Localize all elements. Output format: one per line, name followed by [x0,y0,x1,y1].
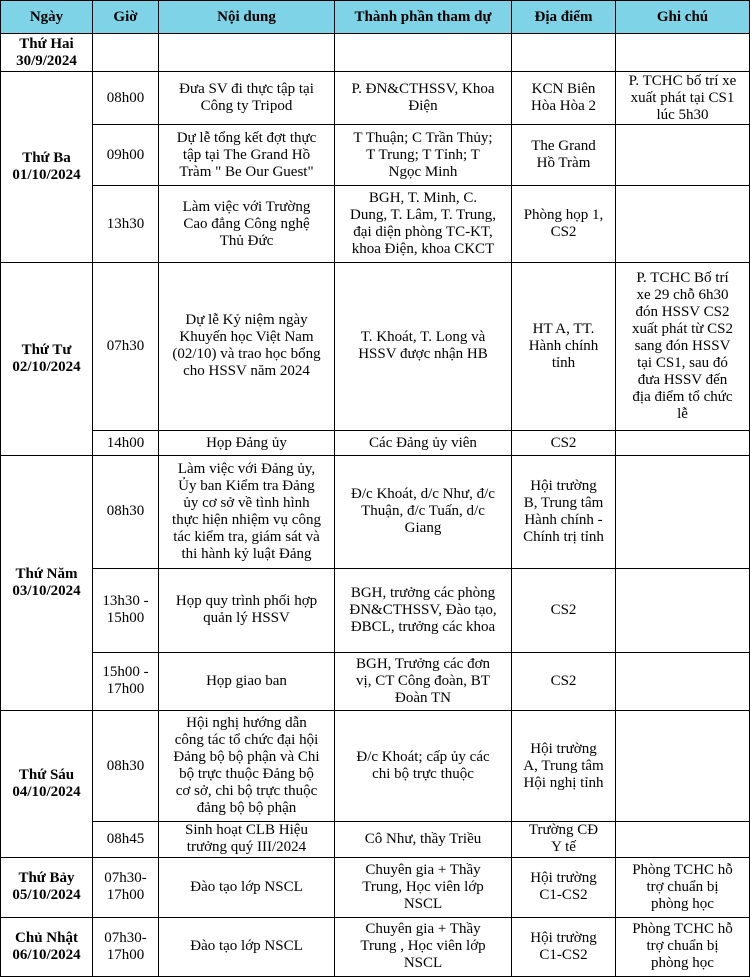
header-time: Giờ [93,1,159,34]
participants-cell: BGH, trưởng các phòng ĐN&CTHSSV, Đào tạo, ĐBCL, trưởng các khoa [335,568,512,652]
time-cell: 07h30- 17h00 [93,917,159,976]
time-cell: 13h30 [93,186,159,262]
content-cell: Họp quy trình phối hợp quản lý HSSV [159,568,335,652]
notes-cell [616,711,750,822]
content-cell: Đào tạo lớp NSCL [159,857,335,917]
participants-cell: Chuyên gia + Thầy Trung, Học viên lớp NSCL [335,857,512,917]
content-cell: Họp Đảng ủy [159,431,335,456]
participants-cell [335,34,512,72]
location-cell: Phòng họp 1, CS2 [512,186,616,262]
participants-cell: T Thuận; C Trần Thủy; T Trung; T Tỉnh; T Ngọc Minh [335,125,512,186]
location-cell: Hội trường B, Trung tâm Hành chính - Chính trị tỉnh [512,456,616,568]
day-cell: Thứ Năm 03/10/2024 [1,456,93,711]
participants-cell: Đ/c Khoát; cấp ủy các chi bộ trực thuộc [335,711,512,822]
time-cell: 15h00 - 17h00 [93,652,159,710]
day-cell: Thứ Tư 02/10/2024 [1,262,93,456]
location-cell: Hội trường C1-CS2 [512,857,616,917]
time-cell: 08h00 [93,72,159,125]
time-cell [93,34,159,72]
table-row [1,431,750,456]
location-cell: Trường CĐ Y tế [512,822,616,857]
participants-cell: Đ/c Khoát, d/c Như, đ/c Thuận, đ/c Tuấn, d/c Giang [335,456,512,568]
day-cell: Thứ Hai 30/9/2024 [1,34,93,72]
header-notes: Ghi chú [616,1,750,34]
header-participants: Thành phần tham dự [335,1,512,34]
location-cell [512,34,616,72]
location-cell: The Grand Hồ Tràm [512,125,616,186]
notes-cell [616,186,750,262]
notes-cell: Phòng TCHC hỗ trợ chuẩn bị phòng học [616,857,750,917]
header-day: Ngày [1,1,93,34]
notes-cell: P. TCHC bố trí xe xuất phát tại CS1 lúc 5h30 [616,72,750,125]
participants-cell: BGH, T. Minh, C. Dung, T. Lâm, T. Trung, đại diện phòng TC-KT, khoa Điện, khoa CKCT [335,186,512,262]
table-row [1,72,750,125]
content-cell: Dự lễ Kỷ niệm ngày Khuyến học Việt Nam (02/10) và trao học bổng cho HSSV năm 2024 [159,262,335,431]
table-row [1,34,750,72]
time-cell: 14h00 [93,431,159,456]
header-row [1,1,750,34]
day-cell: Thứ Bảy 05/10/2024 [1,857,93,917]
table-row [1,857,750,917]
participants-cell: Chuyên gia + Thầy Trung , Học viên lớp NSCL [335,917,512,976]
participants-cell: Cô Như, thầy Triều [335,822,512,857]
header-content: Nội dung [159,1,335,34]
notes-cell [616,456,750,568]
table-row [1,568,750,652]
table-row [1,262,750,431]
content-cell: Hội nghị hướng dẫn công tác tổ chức đại hội Đảng bộ bộ phận và Chi bộ trực thuộc Đảng bộ cơ sở, chi bộ trực thuộc đảng bộ bộ phận [159,711,335,822]
content-cell: Dự lễ tổng kết đợt thực tập tại The Grand Hồ Tràm " Be Our Guest" [159,125,335,186]
location-cell: Hội trường C1-CS2 [512,917,616,976]
location-cell: HT A, TT. Hành chính tỉnh [512,262,616,431]
location-cell: Hội trường A, Trung tâm Hội nghị tỉnh [512,711,616,822]
notes-cell: P. TCHC Bố trí xe 29 chỗ 6h30 đón HSSV CS2 xuất phát từ CS2 sang đón HSSV tại CS1, sau đó đưa HSSV đến địa điểm tổ chức lễ [616,262,750,431]
day-cell: Chủ Nhật 06/10/2024 [1,917,93,976]
time-cell: 08h45 [93,822,159,857]
table-row [1,917,750,976]
notes-cell [616,34,750,72]
header-location: Địa điểm [512,1,616,34]
content-cell: Đào tạo lớp NSCL [159,917,335,976]
location-cell: CS2 [512,652,616,710]
notes-cell [616,822,750,857]
notes-cell [616,568,750,652]
table-row [1,125,750,186]
participants-cell: P. ĐN&CTHSSV, Khoa Điện [335,72,512,125]
notes-cell [616,125,750,186]
participants-cell: BGH, Trưởng các đơn vị, CT Công đoàn, BT Đoàn TN [335,652,512,710]
table-row [1,711,750,822]
table-row [1,186,750,262]
table-row [1,456,750,568]
content-cell: Họp giao ban [159,652,335,710]
time-cell: 13h30 - 15h00 [93,568,159,652]
table-row [1,822,750,857]
time-cell: 07h30 [93,262,159,431]
content-cell: Đưa SV đi thực tập tại Công ty Tripod [159,72,335,125]
location-cell: CS2 [512,431,616,456]
day-cell: Thứ Sáu 04/10/2024 [1,711,93,857]
notes-cell [616,431,750,456]
location-cell: KCN Biên Hòa Hòa 2 [512,72,616,125]
time-cell: 08h30 [93,456,159,568]
time-cell: 07h30- 17h00 [93,857,159,917]
content-cell: Làm việc với Đảng ủy, Ủy ban Kiểm tra Đảng ủy cơ sở về tình hình thực hiện nhiệm vụ công tác kiểm tra, giám sát và thi hành kỷ luật Đảng [159,456,335,568]
time-cell: 09h00 [93,125,159,186]
content-cell [159,34,335,72]
time-cell: 08h30 [93,711,159,822]
notes-cell [616,652,750,710]
table-row [1,652,750,710]
notes-cell: Phòng TCHC hỗ trợ chuẩn bị phòng học [616,917,750,976]
content-cell: Sinh hoạt CLB Hiệu trưởng quý III/2024 [159,822,335,857]
content-cell: Làm việc với Trường Cao đẳng Công nghệ Thủ Đức [159,186,335,262]
participants-cell: T. Khoát, T. Long và HSSV được nhận HB [335,262,512,431]
day-cell: Thứ Ba 01/10/2024 [1,72,93,263]
location-cell: CS2 [512,568,616,652]
participants-cell: Các Đảng ủy viên [335,431,512,456]
